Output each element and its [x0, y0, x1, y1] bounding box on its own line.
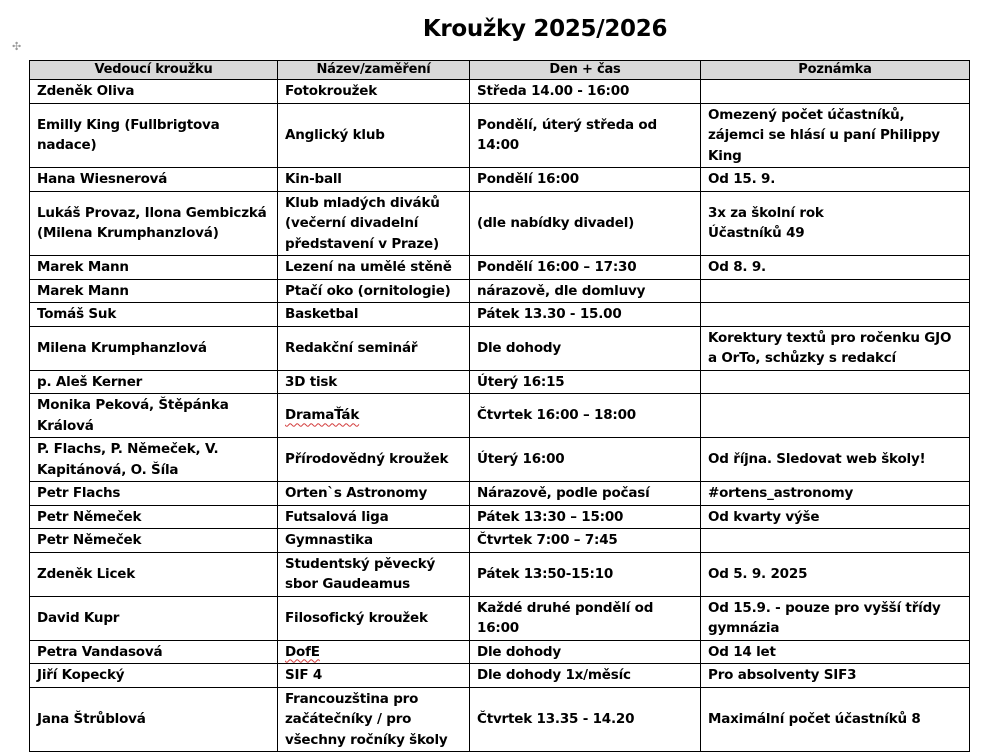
- clubs-table: [29, 60, 970, 752]
- cell-note[interactable]: #ortens_astronomy: [701, 482, 970, 506]
- table-row: [30, 687, 970, 752]
- cell-leader[interactable]: Marek Mann: [30, 256, 278, 280]
- cell-time[interactable]: Pondělí 16:00 – 17:30: [470, 256, 701, 280]
- cell-note[interactable]: Od října. Sledovat web školy!: [701, 438, 970, 482]
- table-row: [30, 370, 970, 394]
- cell-time[interactable]: Dle dohody 1x/měsíc: [470, 664, 701, 688]
- table-row: [30, 80, 970, 104]
- cell-time[interactable]: Každé druhé pondělí od 16:00: [470, 596, 701, 640]
- cell-note[interactable]: [701, 303, 970, 327]
- cell-leader[interactable]: Petr Němeček: [30, 505, 278, 529]
- cell-time[interactable]: Pátek 13:50-15:10: [470, 552, 701, 596]
- cell-time[interactable]: nárazově, dle domluvy: [470, 279, 701, 303]
- cell-note[interactable]: 3x za školní rok Účastníků 49: [701, 191, 970, 256]
- cell-leader[interactable]: Marek Mann: [30, 279, 278, 303]
- cell-leader[interactable]: Petra Vandasová: [30, 640, 278, 664]
- cell-leader[interactable]: Monika Peková, Štěpánka Králová: [30, 394, 278, 438]
- cell-note[interactable]: Maximální počet účastníků 8: [701, 687, 970, 752]
- cell-note[interactable]: Od 15. 9.: [701, 168, 970, 192]
- cell-note[interactable]: Od 15.9. - pouze pro vyšší třídy gymnázia: [701, 596, 970, 640]
- cell-leader[interactable]: P. Flachs, P. Němeček, V. Kapitánová, O. Šíla: [30, 438, 278, 482]
- cell-name[interactable]: [278, 640, 470, 664]
- cell-note[interactable]: Omezený počet účastníků, zájemci se hlásí u paní Philippy King: [701, 103, 970, 168]
- table-row: [30, 505, 970, 529]
- cell-name[interactable]: SIF 4: [278, 664, 470, 688]
- table-row: [30, 191, 970, 256]
- cell-leader[interactable]: p. Aleš Kerner: [30, 370, 278, 394]
- cell-leader[interactable]: Tomáš Suk: [30, 303, 278, 327]
- cell-note[interactable]: Od kvarty výše: [701, 505, 970, 529]
- cell-note[interactable]: Korektury textů pro ročenku GJO a OrTo, schůzky s redakcí: [701, 326, 970, 370]
- cell-note[interactable]: [701, 80, 970, 104]
- cell-leader[interactable]: Lukáš Provaz, Ilona Gembiczká (Milena Krumphanzlová): [30, 191, 278, 256]
- cell-note[interactable]: [701, 370, 970, 394]
- cell-time[interactable]: Dle dohody: [470, 640, 701, 664]
- cell-note[interactable]: [701, 279, 970, 303]
- cell-name[interactable]: Francouzština pro začátečníky / pro všechny ročníky školy: [278, 687, 470, 752]
- cell-name[interactable]: Futsalová liga: [278, 505, 470, 529]
- table-row: [30, 168, 970, 192]
- cell-name[interactable]: Přírodovědný kroužek: [278, 438, 470, 482]
- cell-leader[interactable]: Petr Němeček: [30, 529, 278, 553]
- cell-time[interactable]: Úterý 16:00: [470, 438, 701, 482]
- cell-note[interactable]: Pro absolventy SIF3: [701, 664, 970, 688]
- header-note: Poznámka: [701, 61, 970, 80]
- cell-time[interactable]: Pátek 13.30 - 15.00: [470, 303, 701, 327]
- cell-note[interactable]: Od 8. 9.: [701, 256, 970, 280]
- spellcheck-underline: DofE: [285, 643, 320, 660]
- cell-time[interactable]: Úterý 16:15: [470, 370, 701, 394]
- header-name: Název/zaměření: [278, 61, 470, 80]
- cell-leader[interactable]: Petr Flachs: [30, 482, 278, 506]
- cell-time[interactable]: Dle dohody: [470, 326, 701, 370]
- header-time: Den + čas: [470, 61, 701, 80]
- table-row: [30, 394, 970, 438]
- cell-leader[interactable]: Emilly King (Fullbrigtova nadace): [30, 103, 278, 168]
- cell-time[interactable]: Čtvrtek 7:00 – 7:45: [470, 529, 701, 553]
- header-leader: Vedoucí kroužku: [30, 61, 278, 80]
- spellcheck-underline: DramaŤák: [285, 407, 360, 424]
- cell-note[interactable]: Od 14 let: [701, 640, 970, 664]
- table-row: [30, 279, 970, 303]
- cell-name[interactable]: Basketbal: [278, 303, 470, 327]
- cell-name[interactable]: [278, 394, 470, 438]
- cell-name[interactable]: Kin-ball: [278, 168, 470, 192]
- cell-leader[interactable]: Milena Krumphanzlová: [30, 326, 278, 370]
- document-title: Kroužky 2025/2026: [422, 16, 668, 42]
- move-icon[interactable]: ✣: [12, 41, 22, 53]
- table-row: [30, 326, 970, 370]
- cell-note[interactable]: [701, 394, 970, 438]
- cell-time[interactable]: Pátek 13:30 – 15:00: [470, 505, 701, 529]
- cell-name[interactable]: Klub mladých diváků (večerní divadelní představení v Praze): [278, 191, 470, 256]
- cell-leader[interactable]: Jana Štrůblová: [30, 687, 278, 752]
- table-header-row: [30, 61, 970, 80]
- cell-name[interactable]: Studentský pěvecký sbor Gaudeamus: [278, 552, 470, 596]
- cell-leader[interactable]: Zdeněk Licek: [30, 552, 278, 596]
- table-row: [30, 256, 970, 280]
- cell-name[interactable]: Fotokroužek: [278, 80, 470, 104]
- table-row: [30, 640, 970, 664]
- cell-leader[interactable]: Hana Wiesnerová: [30, 168, 278, 192]
- cell-leader[interactable]: David Kupr: [30, 596, 278, 640]
- table-row: [30, 552, 970, 596]
- cell-leader[interactable]: Zdeněk Oliva: [30, 80, 278, 104]
- table-row: [30, 303, 970, 327]
- cell-note[interactable]: [701, 529, 970, 553]
- cell-name[interactable]: 3D tisk: [278, 370, 470, 394]
- table-row: [30, 529, 970, 553]
- cell-time[interactable]: Nárazově, podle počasí: [470, 482, 701, 506]
- cell-name[interactable]: Ptačí oko (ornitologie): [278, 279, 470, 303]
- table-row: [30, 438, 970, 482]
- cell-leader[interactable]: Jiří Kopecký: [30, 664, 278, 688]
- cell-name[interactable]: Gymnastika: [278, 529, 470, 553]
- cell-time[interactable]: Pondělí, úterý středa od 14:00: [470, 103, 701, 168]
- cell-time[interactable]: Čtvrtek 16:00 – 18:00: [470, 394, 701, 438]
- table-row: [30, 482, 970, 506]
- cell-time[interactable]: Pondělí 16:00: [470, 168, 701, 192]
- table-row: [30, 596, 970, 640]
- cell-note[interactable]: Od 5. 9. 2025: [701, 552, 970, 596]
- cell-name[interactable]: Redakční seminář: [278, 326, 470, 370]
- table-row: [30, 664, 970, 688]
- cell-name[interactable]: Anglický klub: [278, 103, 470, 168]
- cell-time[interactable]: Čtvrtek 13.35 - 14.20: [470, 687, 701, 752]
- cell-time[interactable]: (dle nabídky divadel): [470, 191, 701, 256]
- cell-name[interactable]: Filosofický kroužek: [278, 596, 470, 640]
- cell-name[interactable]: Lezení na umělé stěně: [278, 256, 470, 280]
- cell-time[interactable]: Středa 14.00 - 16:00: [470, 80, 701, 104]
- table-row: [30, 103, 970, 168]
- cell-name[interactable]: Orten`s Astronomy: [278, 482, 470, 506]
